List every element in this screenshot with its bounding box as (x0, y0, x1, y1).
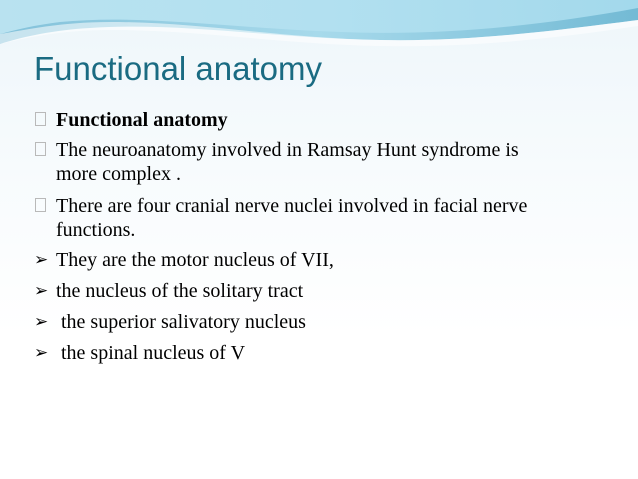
bullet-text: the nucleus of the solitary tract (56, 280, 304, 302)
arrow-bullet-icon: ➢ (34, 281, 49, 301)
bullet-item (34, 194, 614, 242)
arrow-bullet-icon: ➢ (34, 250, 49, 270)
bullet-item (34, 108, 614, 132)
bullet-text: They are the motor nucleus of VII, (56, 249, 334, 271)
bullet-item (34, 248, 614, 272)
bullet-item (34, 279, 614, 303)
bullet-text: The neuroanatomy involved in Ramsay Hunt syndrome is more complex . (56, 139, 519, 185)
arrow-bullet-icon: ➢ (34, 312, 49, 332)
bullet-text: Functional anatomy (56, 109, 228, 131)
bullet-item (34, 138, 614, 186)
empty-box-icon (35, 142, 46, 156)
bullet-list (34, 108, 614, 365)
empty-box-icon (35, 198, 46, 212)
bullet-text: the spinal nucleus of V (56, 342, 246, 364)
bullet-text: There are four cranial nerve nuclei involved in facial nerve functions. (56, 195, 528, 241)
arrow-bullet-icon: ➢ (34, 343, 49, 363)
slide-title: Functional anatomy (34, 50, 322, 87)
bullet-text: the superior salivatory nucleus (56, 311, 306, 333)
bullet-item (34, 341, 614, 365)
bullet-item (34, 310, 614, 334)
empty-box-icon (35, 112, 46, 126)
